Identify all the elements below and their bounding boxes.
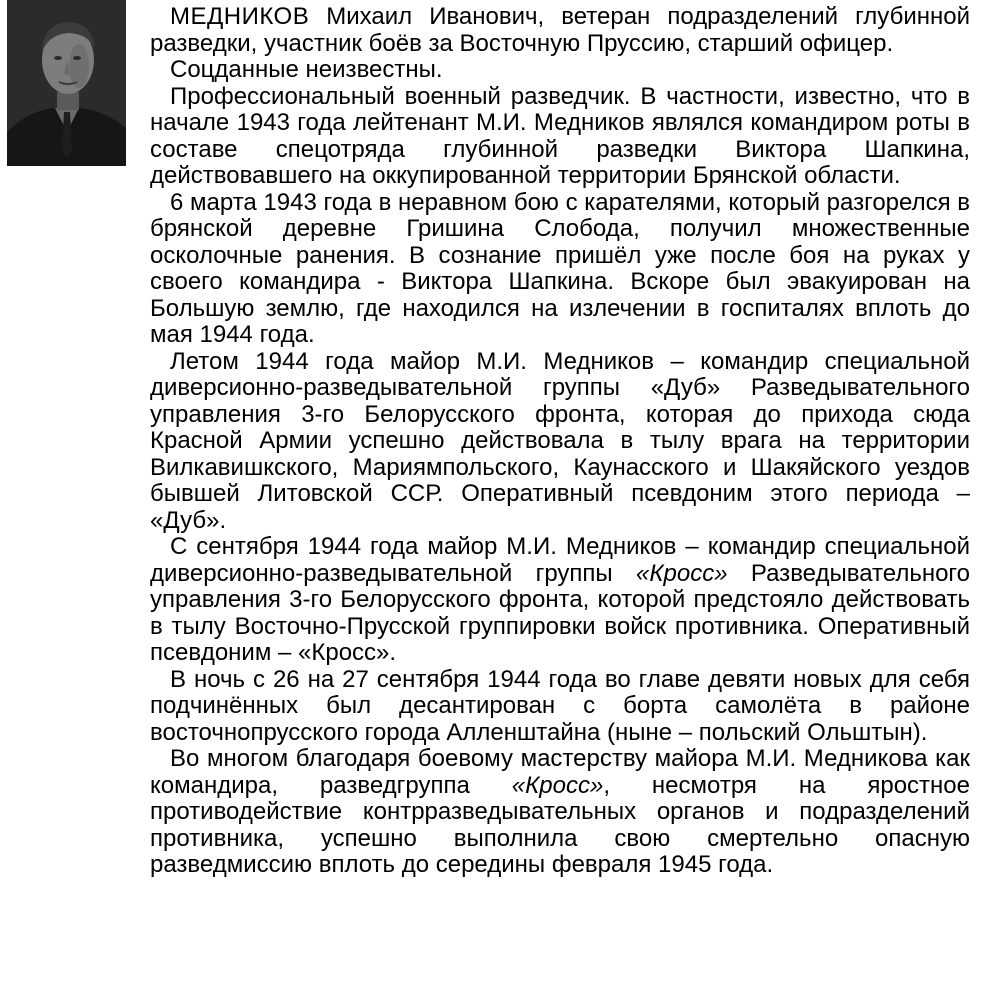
codename-kross: «Кросс» [636,559,728,587]
article-paragraph-7: В ночь с 26 на 27 сентября 1944 года во главе девяти новых для себя подчинённых был десантирован с борта самолёта в районе восточнопрусского города Алленштайна (ныне – польский Ольштын). [150,665,970,746]
paragraph-6-text-before: С сентября 1944 года майор М.И. Медников – командир специальной диверсионно-разведывательной группы [150,533,970,587]
person-surname: МЕДНИКОВ [170,3,310,30]
article-paragraph-5: Летом 1944 года майор М.И. Медников – командир специальной диверсионно-разведывательной группы «Дуб» Разведывательного управления 3-го Белорусского фронта, которая до прихода сюда Красной Армии успешно действовала в тылу врага на территории Вилкавишкского, Мариямпольского, Каунасского и Шакяйского уездов бывшей Литовской ССР. Оперативный псевдоним этого периода – «Дуб». [150,347,970,534]
article-paragraph-4: 6 марта 1943 года в неравном бою с карателями, который разгорелся в брянской деревне Гришина Слобода, получил множественные осколочные ранения. В сознание пришёл уже после боя на руках у своего командира - Виктора Шапкина. Вскоре был эвакуирован на Большую землю, где находился на излечении в госпиталях вплоть до мая 1944 года. [150,188,970,348]
article-paragraph-8 [150,746,970,879]
article-paragraph-2: Соцданные неизвестны. [170,56,443,83]
person-intro: Михаил Иванович, ветеран подразделений глубинной разведки, участник боёв за Восточную Пруссию, старший офицер. [150,3,970,57]
person-portrait-icon [7,0,126,166]
biography-article [150,4,970,879]
article-paragraph-6 [150,534,970,667]
article-paragraph-3: Профессиональный военный разведчик. В частности, известно, что в начале 1943 года лейтенант М.И. Медников являлся командиром роты в составе спецотряда глубинной разведки Виктора Шапкина, действовавшего на оккупированной территории Брянской области. [150,82,970,189]
portrait-photo [7,0,126,166]
paragraph-8-text-after: , несмотря на яростное противодействие контрразведывательных органов и подразделений противника, успешно выполнила свою смертельно опасную разведмиссию вплоть до середины февраля 1945 года. [150,771,970,878]
codename-kross: «Кросс» [511,771,604,799]
article-paragraph-1 [150,4,970,57]
paragraph-6-text-after: Разведывательного управления 3-го Белорусского фронта, которой предстояло действовать в тылу Восточно-Прусской группировки войск противника. Оперативный псевдоним – «Кросс». [150,559,971,666]
paragraph-8-text-before: Во многом благодаря боевому мастерству майора М.И. Медникова как командира, разведгруппа [150,745,970,799]
